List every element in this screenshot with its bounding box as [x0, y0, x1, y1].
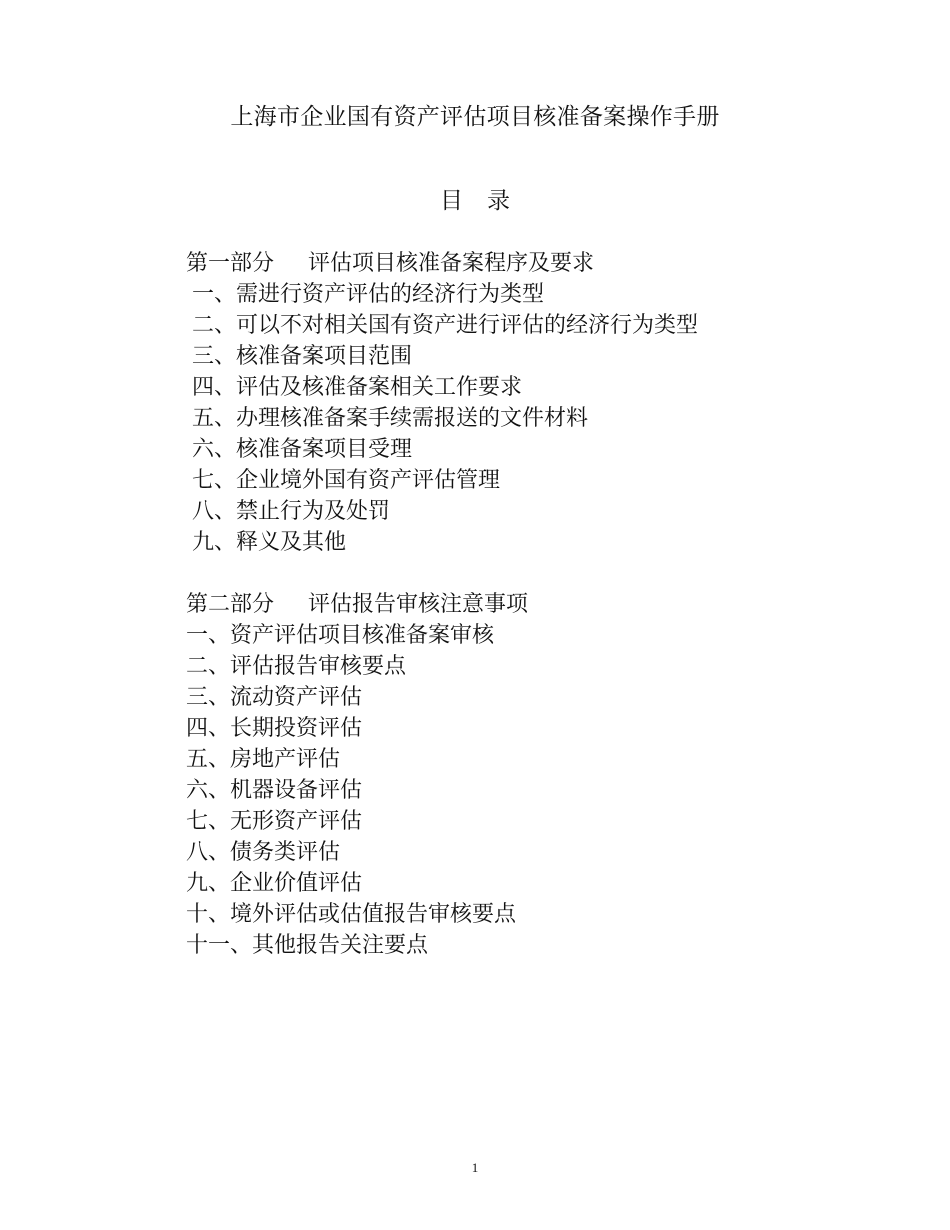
toc-heading-left: 目 [440, 188, 463, 214]
toc-item: 二、可以不对相关国有资产进行评估的经济行为类型 [192, 313, 699, 338]
page-number: 1 [471, 1160, 479, 1175]
toc-item: 二、评估报告审核要点 [186, 654, 407, 679]
toc-item: 一、需进行资产评估的经济行为类型 [192, 282, 545, 307]
toc-item: 四、长期投资评估 [186, 716, 363, 741]
toc-item: 四、评估及核准备案相关工作要求 [192, 375, 523, 400]
toc-item: 七、无形资产评估 [186, 809, 363, 834]
part-2-heading [186, 589, 886, 620]
toc-item: 五、办理核准备案手续需报送的文件材料 [192, 406, 589, 431]
toc-item: 七、企业境外国有资产评估管理 [192, 468, 501, 493]
toc-heading-right: 录 [487, 188, 510, 214]
part-1-title: 评估项目核准备案程序及要求 [308, 251, 595, 276]
toc-item: 九、释义及其他 [192, 530, 347, 555]
toc-item: 三、核准备案项目范围 [192, 344, 413, 369]
part-1-label: 第一部分 [186, 251, 275, 276]
toc-part-2 [186, 589, 886, 961]
toc-item: 九、企业价值评估 [186, 871, 363, 896]
toc-item: 八、债务类评估 [186, 840, 341, 865]
toc-item: 三、流动资产评估 [186, 685, 363, 710]
toc-item: 一、资产评估项目核准备案审核 [186, 623, 495, 648]
toc-item: 十、境外评估或估值报告审核要点 [186, 902, 517, 927]
part-2-label: 第二部分 [186, 592, 275, 617]
toc-item: 六、核准备案项目受理 [192, 437, 413, 462]
toc-part-1 [186, 248, 886, 558]
toc-item: 五、房地产评估 [186, 747, 341, 772]
part-1-heading [186, 248, 886, 279]
toc-item: 八、禁止行为及处罚 [192, 499, 391, 524]
toc-item: 十一、其他报告关注要点 [186, 933, 429, 958]
document-title: 上海市企业国有资产评估项目核准备案操作手册 [230, 104, 720, 130]
toc-item: 六、机器设备评估 [186, 778, 363, 803]
part-2-title: 评估报告审核注意事项 [308, 592, 529, 617]
toc-heading [0, 185, 950, 217]
